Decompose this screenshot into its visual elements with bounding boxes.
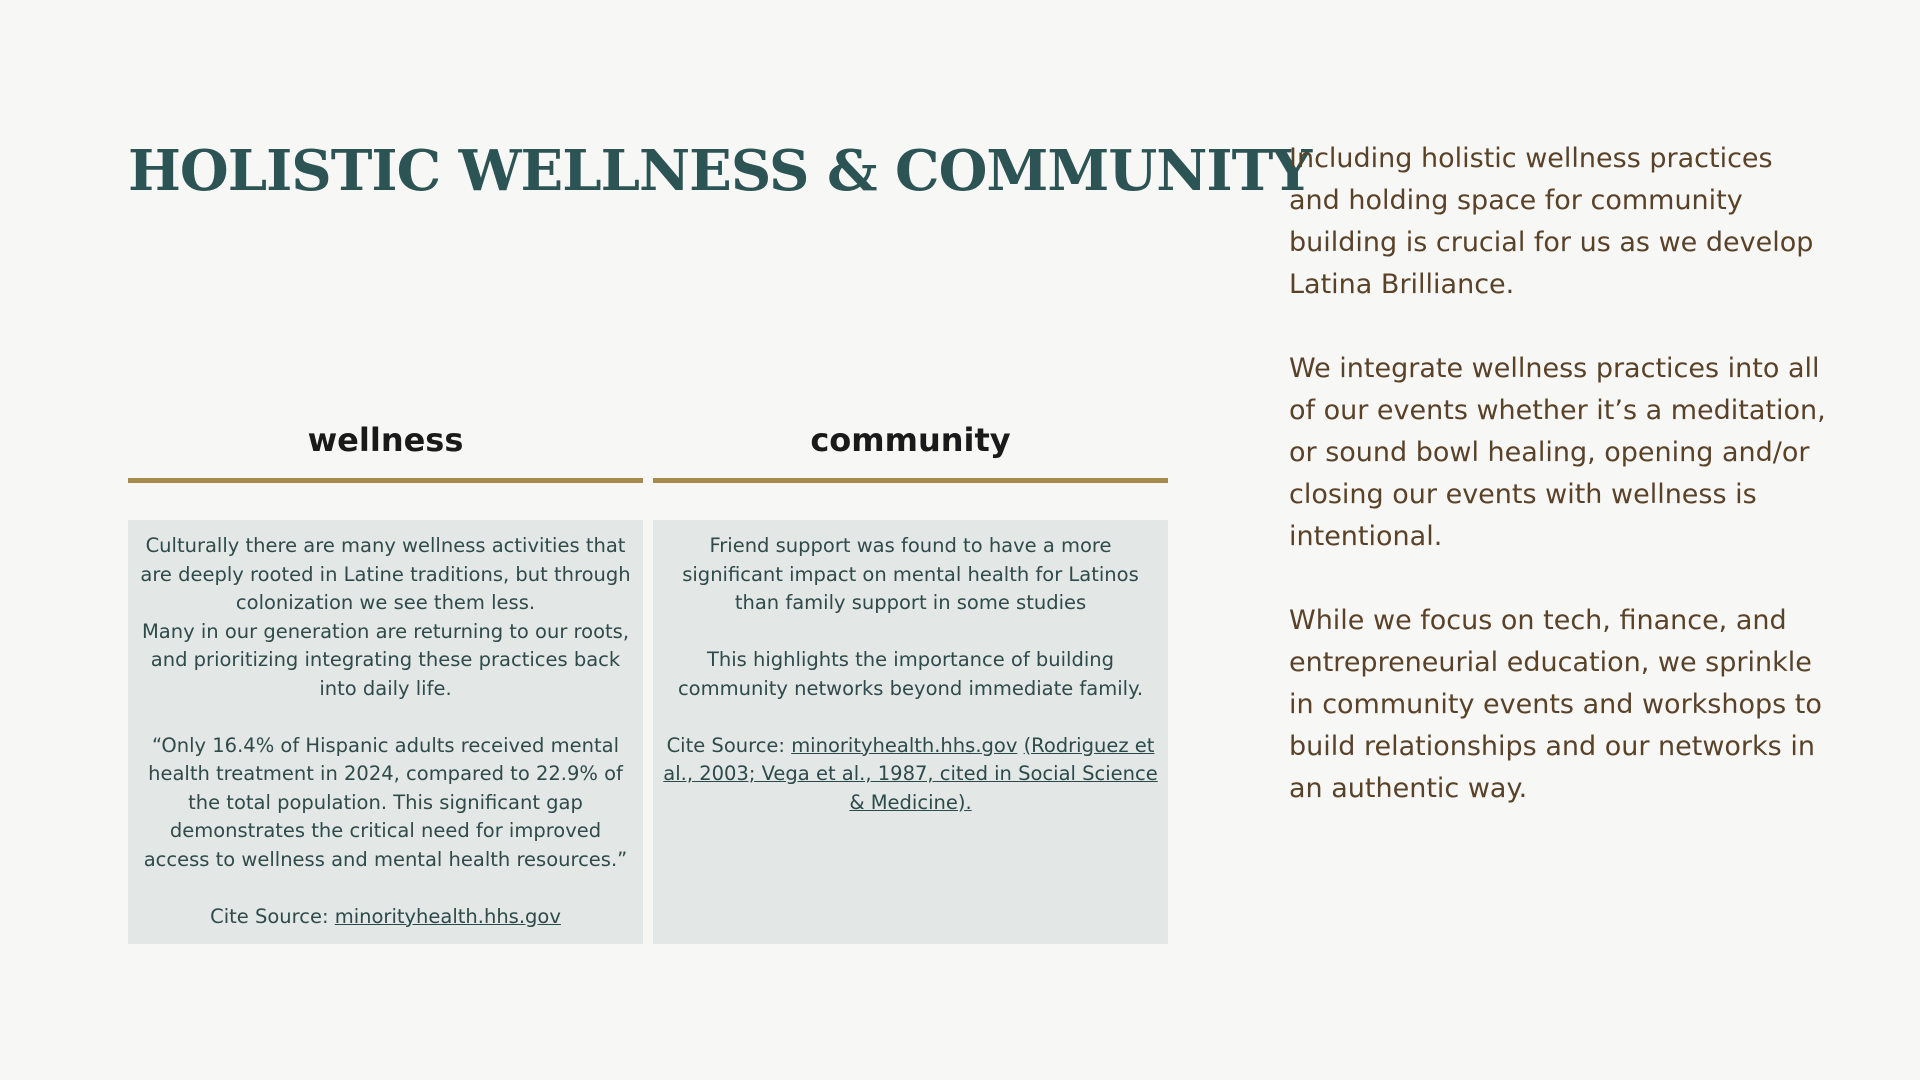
wellness-cite-link[interactable]: minorityhealth.hhs.gov bbox=[334, 904, 561, 928]
wellness-citation bbox=[136, 903, 635, 932]
community-cite-link[interactable]: minorityhealth.hhs.gov bbox=[791, 733, 1018, 757]
community-column bbox=[653, 420, 1168, 944]
wellness-box bbox=[128, 520, 643, 944]
intro-text bbox=[1289, 138, 1829, 852]
wellness-divider bbox=[128, 478, 643, 483]
community-paragraph-2: This highlights the importance of building community networks beyond immediate family. bbox=[677, 648, 1144, 700]
wellness-heading: wellness bbox=[307, 421, 464, 459]
wellness-quote: “Only 16.4% of Hispanic adults received mental health treatment in 2024, compared to 22.9% of the total population. This significant gap demonstrates the critical need for improved access to wellness and mental health resources.” bbox=[143, 733, 628, 871]
community-box bbox=[653, 520, 1168, 944]
intro-paragraph-3: While we focus on tech, finance, and entrepreneurial education, we sprinkle in community events and workshops to build relationships and our networks in an authentic way. bbox=[1289, 605, 1822, 804]
community-divider bbox=[653, 478, 1168, 483]
community-cite-detail-link[interactable]: (Rodriguez et al., 2003; Vega et al., 1987, cited in Social Science & Medicine). bbox=[663, 733, 1158, 814]
page-title: HOLISTIC WELLNESS & COMMUNITY bbox=[128, 138, 1312, 204]
community-citation bbox=[661, 732, 1160, 818]
community-heading: community bbox=[810, 421, 1011, 459]
wellness-paragraph-2: Many in our generation are returning to our roots, and prioritizing integrating these practices back into daily life. bbox=[141, 619, 630, 700]
intro-paragraph-2: We integrate wellness practices into all of our events whether it’s a meditation, or sound bowl healing, opening and/or closing our events with wellness is intentional. bbox=[1289, 353, 1826, 552]
community-cite-prefix: Cite Source: bbox=[666, 733, 792, 757]
wellness-cite-prefix: Cite Source: bbox=[210, 904, 335, 928]
intro-paragraph-1: Including holistic wellness practices and holding space for community building is crucial for us as we develop Latina Brilliance. bbox=[1289, 143, 1814, 300]
community-paragraph-1: Friend support was found to have a more significant impact on mental health for Latinos than family support in some studies bbox=[682, 534, 1139, 614]
wellness-column bbox=[128, 420, 643, 944]
wellness-paragraph-1: Culturally there are many wellness activities that are deeply rooted in Latine traditions, but through colonization we see them less. bbox=[140, 534, 631, 614]
